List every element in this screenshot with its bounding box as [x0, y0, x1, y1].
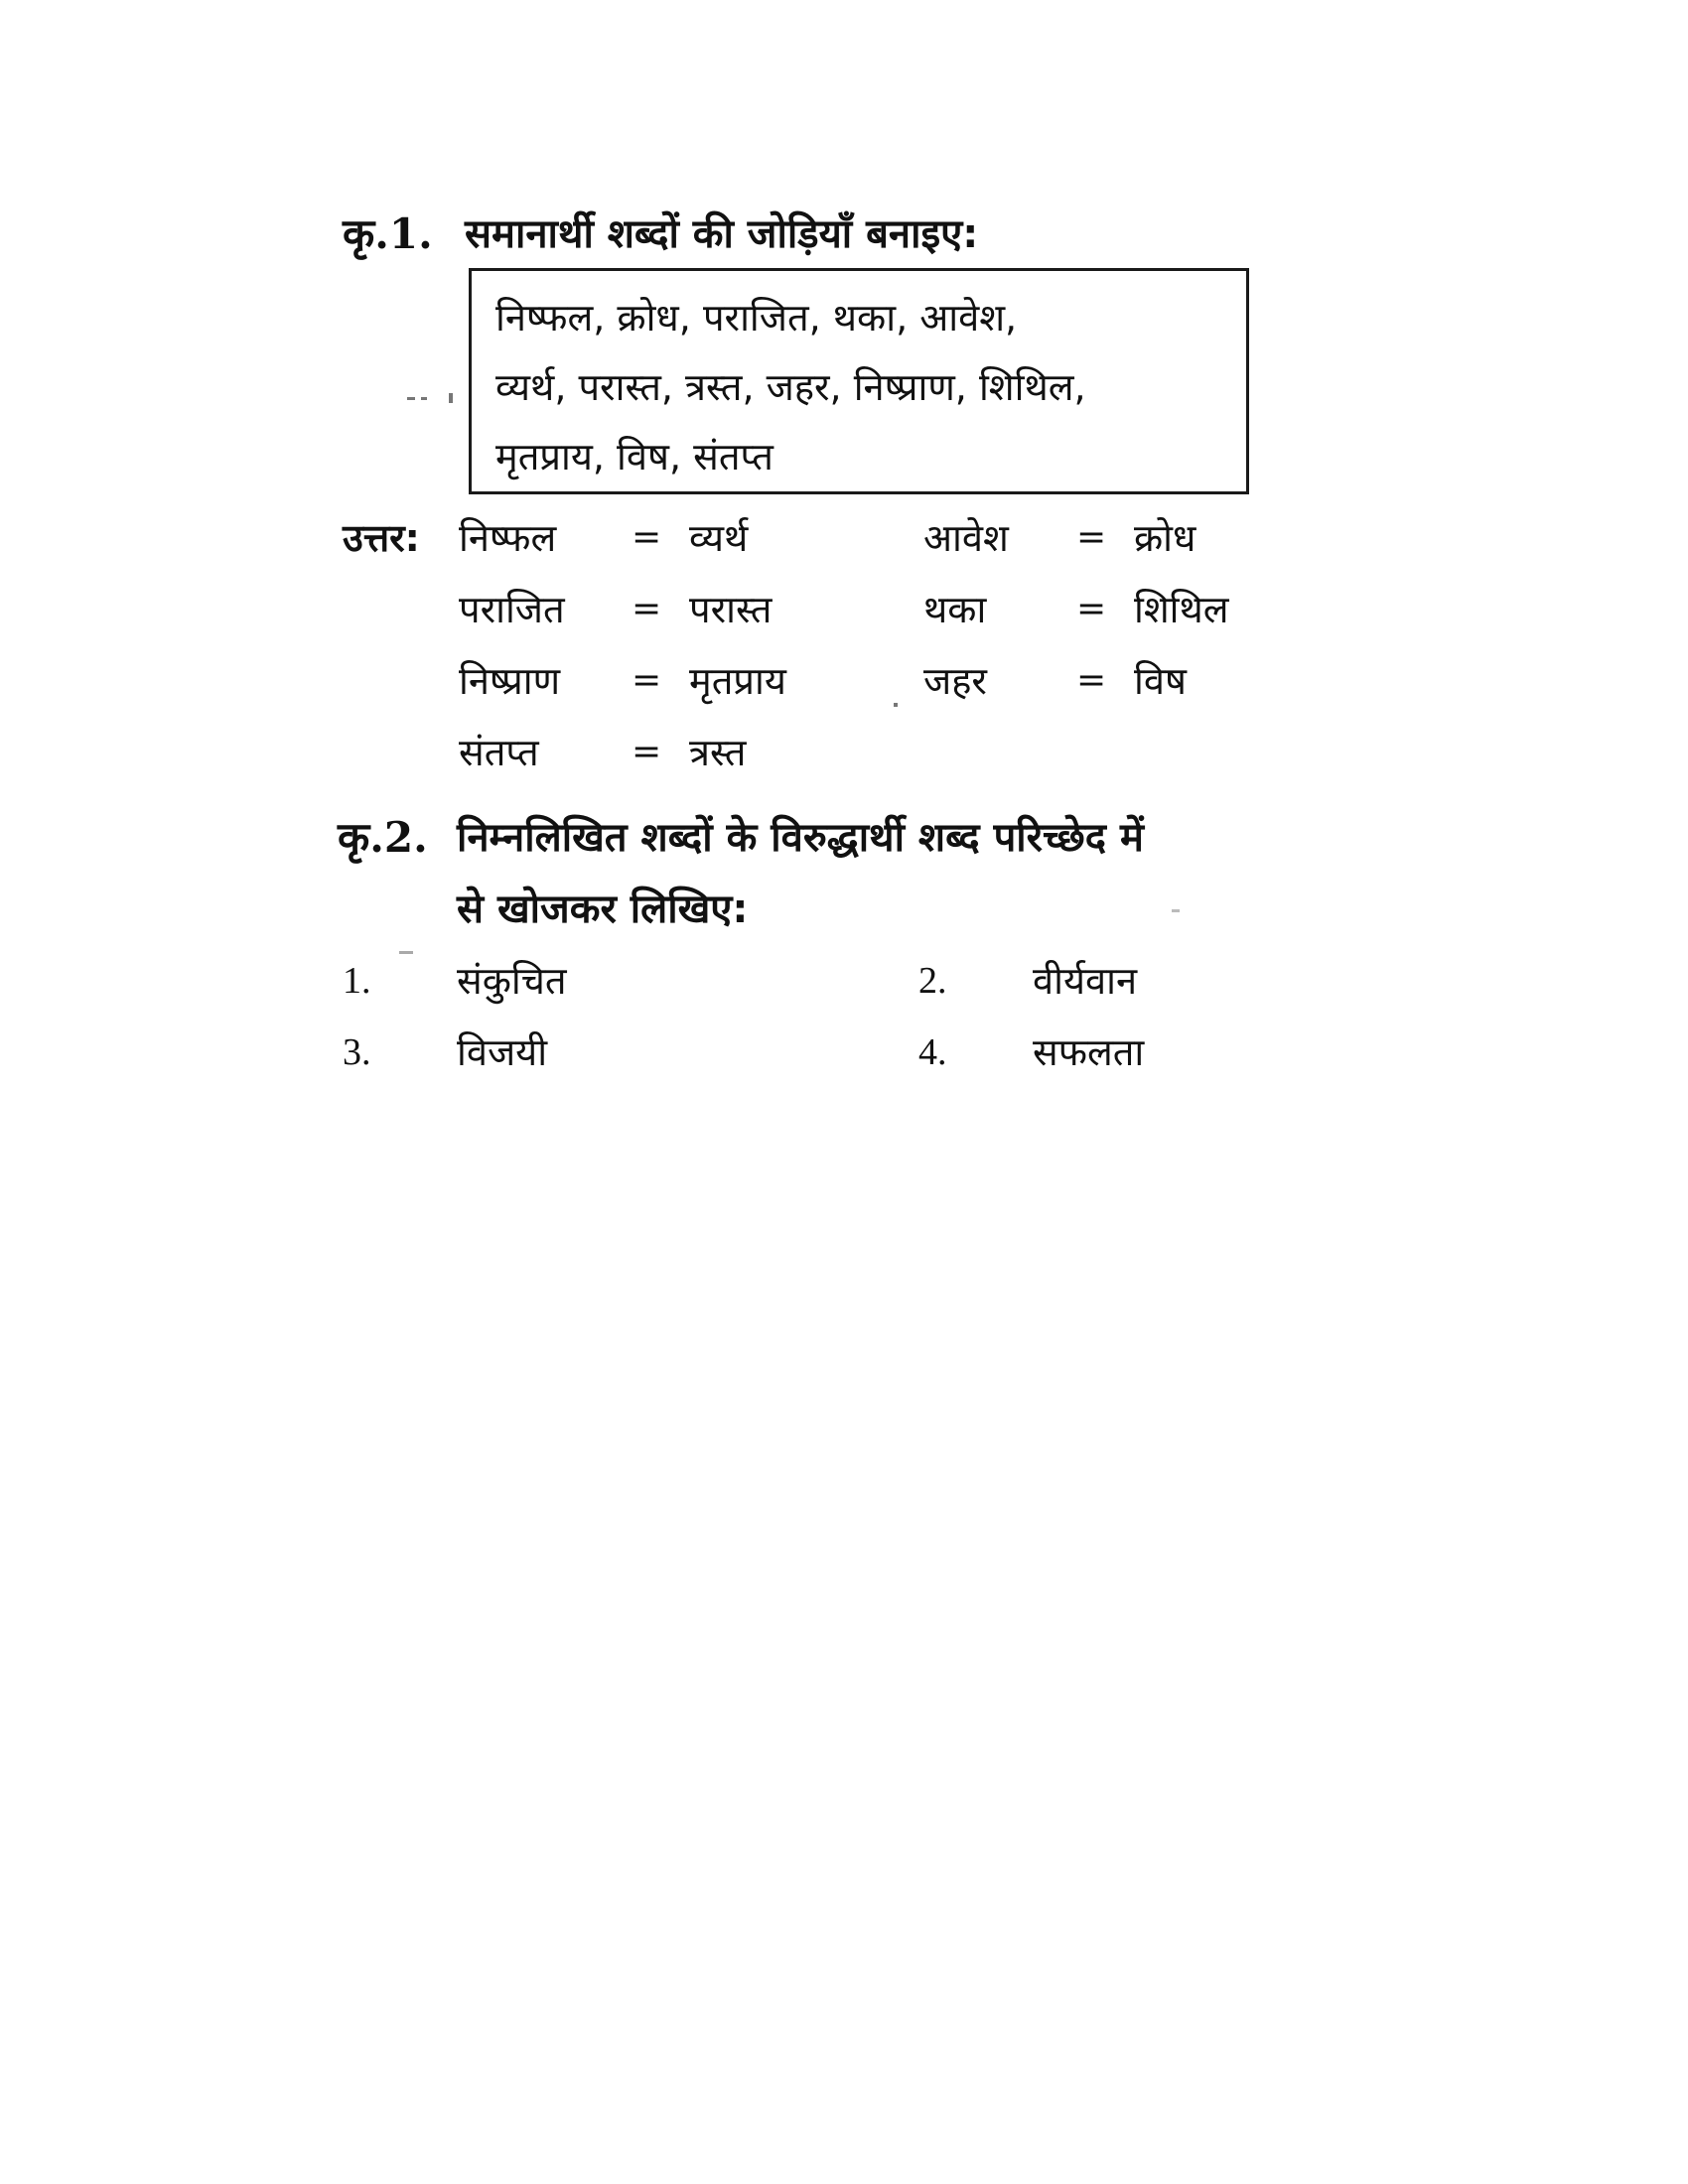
item-number: 3. [343, 1031, 371, 1073]
pair-left-word: निष्प्राण [459, 659, 561, 703]
pair-right-word: विष [1134, 659, 1187, 703]
pair-equals: = [632, 589, 662, 629]
word-box-line: मृतप्राय, विष, संतप्त [495, 435, 774, 478]
pair-equals: = [1076, 589, 1107, 629]
item-number: 1. [343, 960, 371, 1002]
pair-left-word: थका [923, 588, 987, 631]
pair-left-word: संतप्त [459, 731, 539, 774]
pair-equals: = [632, 732, 662, 772]
answer-label: उत्तर: [343, 516, 420, 560]
item-word: वीर्यवान [1033, 959, 1138, 1003]
pair-right-word: त्रस्त [689, 731, 747, 774]
pair-right-word: क्रोध [1134, 516, 1196, 560]
pair-right-word: व्यर्थ [689, 516, 749, 560]
pair-left-word: आवेश [923, 516, 1009, 560]
word-box-line: व्यर्थ, परास्त, त्रस्त, जहर, निष्प्राण, शिथिल, [495, 365, 1086, 409]
q2-instruction-line2: से खोजकर लिखिए: [457, 887, 749, 932]
item-word: संकुचित [457, 959, 567, 1003]
scan-speck [894, 703, 898, 707]
scan-speck [407, 397, 415, 400]
pair-right-word: शिथिल [1134, 588, 1229, 631]
scan-speck [449, 393, 453, 403]
word-box-line: निष्फल, क्रोध, पराजित, थका, आवेश, [495, 296, 1018, 340]
item-word: विजयी [457, 1030, 548, 1074]
pair-equals: = [1076, 660, 1107, 701]
word-box [469, 268, 1249, 494]
q2-instruction-line1: निम्नलिखित शब्दों के विरुद्धार्थी शब्द परिच्छेद में [457, 815, 1144, 861]
pair-equals: = [632, 660, 662, 701]
pair-left-word: निष्फल [459, 516, 557, 560]
scan-speck [399, 951, 413, 954]
item-word: सफलता [1033, 1030, 1145, 1074]
q1-instruction: समानार्थी शब्दों की जोड़ियाँ बनाइए: [465, 211, 979, 257]
q1-number: कृ.1. [343, 209, 433, 258]
pair-equals: = [632, 517, 662, 558]
pair-equals: = [1076, 517, 1107, 558]
scan-speck [421, 397, 427, 400]
scan-speck [1172, 909, 1180, 912]
item-number: 4. [918, 1031, 947, 1073]
item-number: 2. [918, 960, 947, 1002]
pair-right-word: परास्त [689, 588, 773, 631]
q2-number: कृ.2. [338, 813, 428, 862]
pair-right-word: मृतप्राय [689, 659, 786, 703]
pair-left-word: पराजित [459, 588, 565, 631]
pair-left-word: जहर [923, 659, 987, 703]
